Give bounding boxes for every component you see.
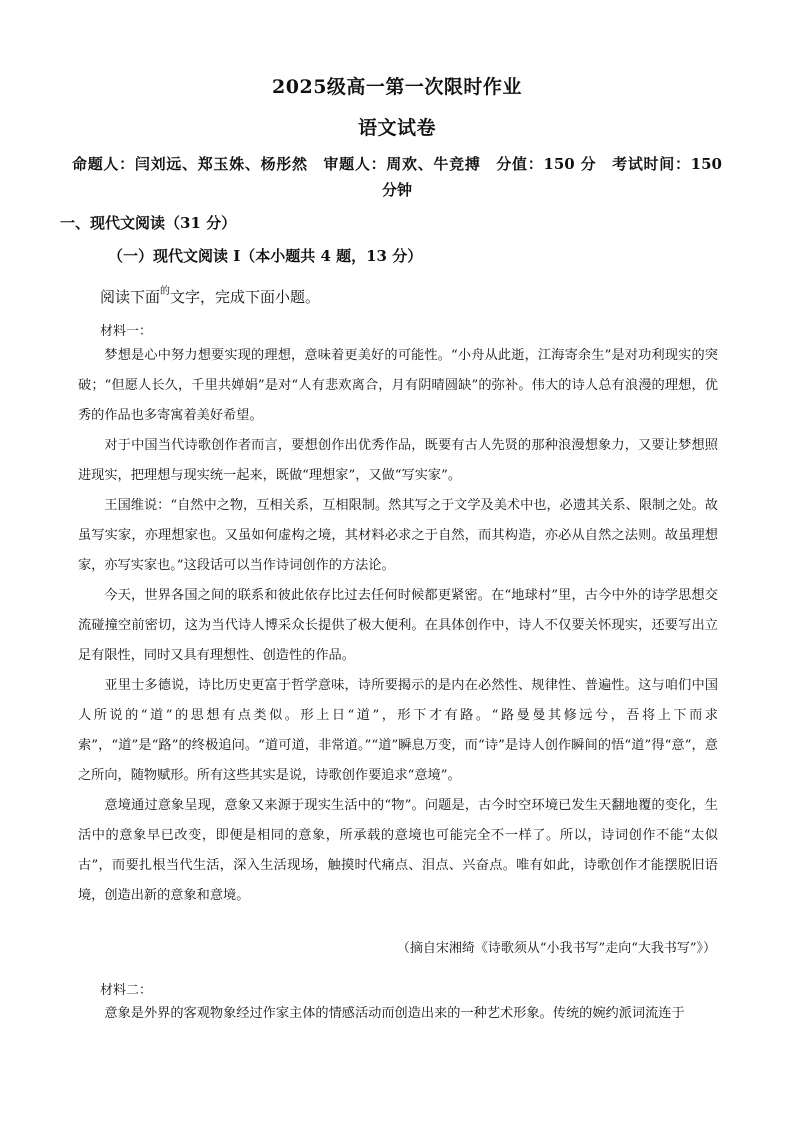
exam-info-line: 命题人：闫刘远、郑玉姝、杨彤然 审题人：周欢、牛竞搏 分值：150 分 考试时间：150 — [72, 155, 722, 173]
paragraph: 王国维说：“自然中之物，互相关系，互相限制。然其写之于文学及美术中也，必遗其关系、限制之处。故虽写实家，亦理想家也。又虽如何虚构之境，其材料必求之于自然，而其构造，亦必从自然之法则。故虽理想家，亦写实家也。”这段话可以当作诗词创作的方法论。 — [78, 498, 718, 573]
section-heading: 一、现代文阅读（31 分） — [60, 214, 237, 232]
instruction-text-b: 文字，完成下面小题。 — [170, 288, 321, 306]
paragraph: 意象是外界的客观物象经过作家主体的情感活动而创造出来的一种艺术形象。传统的婉约派词流连于 — [104, 1006, 685, 1021]
material-one-body — [78, 341, 718, 911]
exam-title: 2025级高一第一次限时作业 — [272, 76, 522, 98]
instruction-superscript: 的 — [160, 286, 171, 297]
reading-instruction — [100, 284, 320, 307]
instruction-text-a: 阅读下面 — [100, 288, 161, 306]
material-two-body — [78, 999, 718, 1029]
subsection-heading: （一）现代文阅读 I（本小题共 4 题，13 分） — [108, 247, 423, 265]
material-one-source: （摘自宋湘绮《诗歌须从“小我书写”走向“大我书写”》） — [396, 941, 716, 956]
paragraph: 亚里士多德说，诗比历史更富于哲学意味，诗所要揭示的是内在必然性、规律性、普遍性。这与咱们中国人所说的“道”的思想有点类似。形上日“道”，形下才有路。“路曼曼其修远兮，吾将上下而求索”，“道”是“路”的终极追问。“道可道，非常道。”“道”瞬息万变，而“诗”是诗人创作瞬间的悟“道”得“意”，意之所向，随物赋形。所有这些其实是说，诗歌创作要追求“意境”。 — [78, 678, 718, 783]
exam-info-line-continued: 分钟 — [381, 181, 412, 199]
paragraph: 今天，世界各国之间的联系和彼此依存比过去任何时候都更紧密。在“地球村”里，古今中外的诗学思想交流碰撞空前密切，这为当代诗人博采众长提供了极大便利。在具体创作中，诗人不仅要关怀现实，还要写出立足有限性，同时又具有理想性、创造性的作品。 — [78, 588, 718, 663]
exam-subtitle: 语文试卷 — [357, 117, 436, 139]
paragraph: 对于中国当代诗歌创作者而言，要想创作出优秀作品，既要有古人先贤的那种浪漫想象力，又要让梦想照进现实，把理想与现实统一起来，既做“理想家”，又做“写实家”。 — [78, 438, 718, 483]
paragraph: 梦想是心中努力想要实现的理想，意味着更美好的可能性。“小舟从此逝，江海寄余生”是对功利现实的突破；“但愿人长久，千里共婵娟”是对“人有悲欢离合，月有阴晴圆缺”的弥补。伟大的诗人总有浪漫的理想，优秀的作品也多寄寓着美好希望。 — [78, 348, 718, 423]
material-one-label: 材料一： — [100, 324, 153, 339]
material-two-label: 材料二： — [100, 983, 153, 998]
paragraph: 意境通过意象呈现，意象又来源于现实生活中的“物”。问题是，古今时空环境已发生天翻地覆的变化，生活中的意象早已改变，即便是相同的意象，所承载的意境也可能完全不一样了。所以，诗词创作不能“太似古”，而要扎根当代生活，深入生活现场，触摸时代痛点、泪点、兴奋点。唯有如此，诗歌创作才能摆脱旧语境，创造出新的意象和意境。 — [78, 798, 718, 903]
